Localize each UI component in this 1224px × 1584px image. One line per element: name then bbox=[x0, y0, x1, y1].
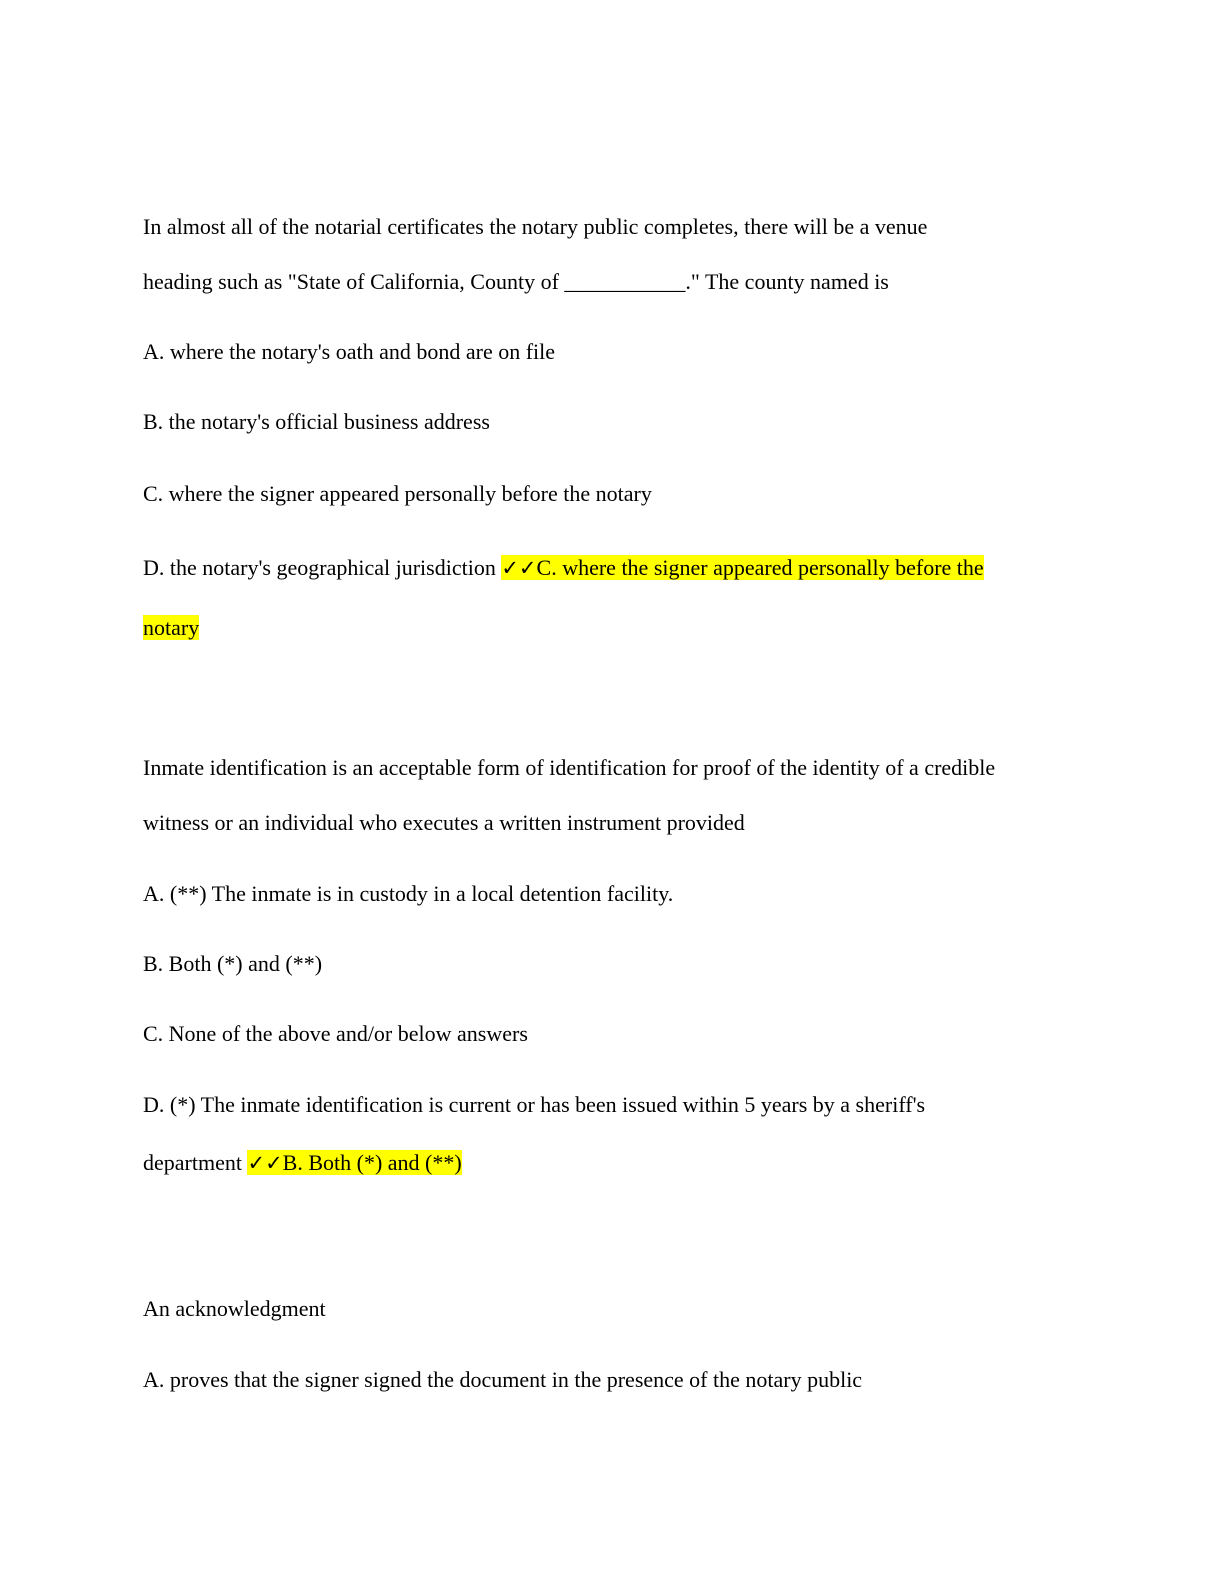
double-check-icon: ✓✓ bbox=[501, 556, 537, 580]
question-2-option-c: C. None of the above and/or below answers bbox=[143, 1021, 528, 1046]
question-2-stem-line-2: witness or an individual who executes a written instrument provided bbox=[143, 810, 745, 835]
question-2-option-d: D. (*) The inmate identification is current or has been issued within 5 years by a sheriff's bbox=[143, 1092, 926, 1117]
double-check-icon: ✓✓ bbox=[247, 1151, 283, 1175]
question-1-option-c: C. where the signer appeared personally before the notary bbox=[143, 481, 652, 506]
question-1-option-d-line bbox=[143, 554, 984, 582]
question-1-answer: C. where the signer appeared personally before the bbox=[536, 555, 984, 580]
question-2-option-d-continuation-line bbox=[143, 1149, 462, 1177]
question-3-option-a: A. proves that the signer signed the document in the presence of the notary public bbox=[143, 1367, 863, 1392]
question-1-option-b: B. the notary's official business address bbox=[143, 409, 490, 434]
question-1-option-a: A. where the notary's oath and bond are on file bbox=[143, 339, 556, 364]
question-2-option-a: A. (**) The inmate is in custody in a local detention facility. bbox=[143, 881, 674, 906]
question-1-answer-continuation: notary bbox=[143, 615, 200, 640]
question-1-stem-line-2: heading such as "State of California, County of ___________." The county named is bbox=[143, 269, 889, 294]
question-2-option-b: B. Both (*) and (**) bbox=[143, 951, 323, 976]
question-1-answer-highlight bbox=[501, 555, 983, 580]
question-2-stem-line-1: Inmate identification is an acceptable form of identification for proof of the identity of a credible bbox=[143, 755, 996, 780]
question-2-answer-highlight bbox=[247, 1150, 461, 1175]
question-2-answer: B. Both (*) and (**) bbox=[282, 1150, 462, 1175]
question-1-stem-line-1: In almost all of the notarial certificates the notary public completes, there will be a venue bbox=[143, 214, 928, 239]
question-1-answer-continuation-line bbox=[143, 614, 199, 642]
question-2-option-d-continuation: department bbox=[143, 1150, 242, 1175]
question-3-stem: An acknowledgment bbox=[143, 1296, 326, 1321]
question-1-option-d: D. the notary's geographical jurisdiction bbox=[143, 555, 496, 580]
